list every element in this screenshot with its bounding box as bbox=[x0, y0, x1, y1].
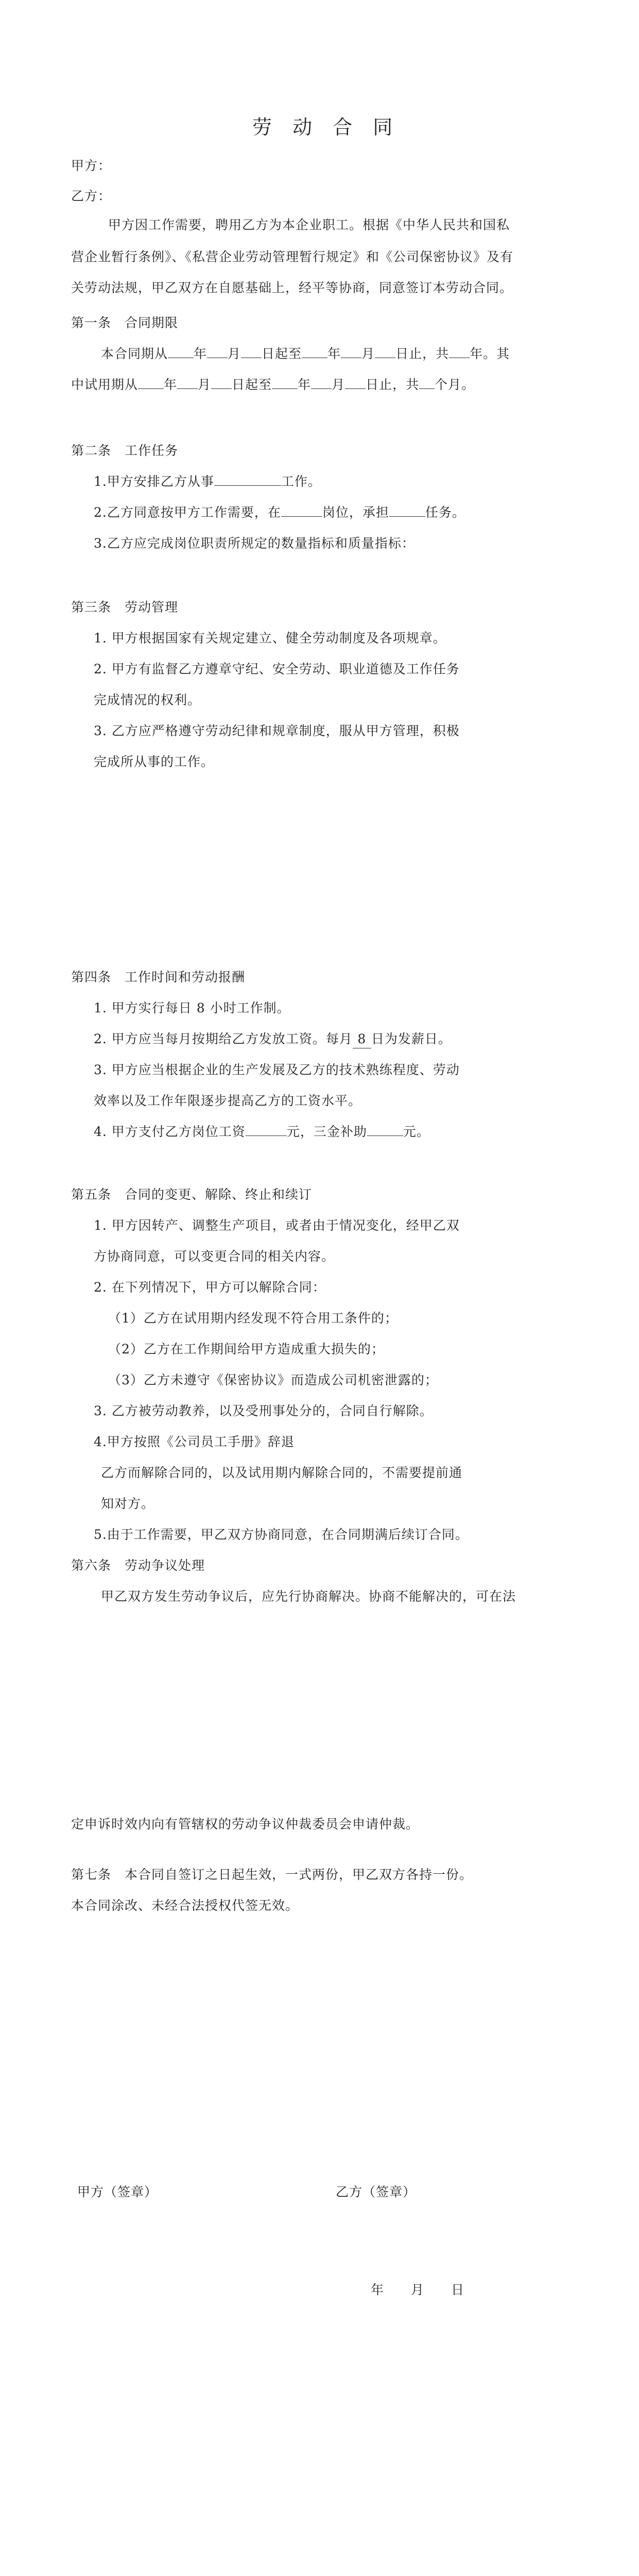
article-5-para: 乙方而解除合同的，以及试用期内解除合同的，不需要提前通 bbox=[101, 1465, 463, 1480]
article-6-line-1: 甲乙双方发生劳动争议后，应先行协商解决。协商不能解决的，可在法 bbox=[101, 1589, 516, 1604]
intro-line-3: 关劳动法规，甲乙双方在自愿基础上，经平等协商，同意签订本劳动合同。 bbox=[71, 280, 513, 295]
article-2-item-3: 3.乙方应完成岗位职责所规定的数量指标和质量指标： bbox=[94, 536, 415, 551]
article-1-line-2: 中试用期从 年 月 日起至 年 月 日止，共 个月。 bbox=[71, 377, 475, 392]
article-5-item-1-cont: 方协商同意，可以变更合同的相关内容。 bbox=[94, 1249, 335, 1264]
article-3-item-1: 1. 甲方根据国家有关规定建立、健全劳动制度及各项规章。 bbox=[94, 631, 446, 646]
signature-date: 年 月 日 bbox=[371, 2282, 465, 2297]
intro-line-2: 营企业暂行条例》、《私营企业劳动管理暂行规定》和《公司保密协议》及有 bbox=[71, 249, 514, 264]
article-2-item-1: 1.甲方安排乙方从事 工作。 bbox=[94, 474, 321, 489]
intro-line-1: 甲方因工作需要，聘用乙方为本企业职工。根据《中华人民共和国私 bbox=[108, 217, 510, 232]
article-5-sub-1: （1）乙方在试用期内经发现不符合用工条件的； bbox=[108, 1311, 398, 1326]
article-6-heading: 第六条 劳动争议处理 bbox=[71, 1558, 205, 1573]
article-5-item-3: 3. 乙方被劳动教养，以及受刑事处分的，合同自行解除。 bbox=[94, 1403, 433, 1418]
article-5-heading: 第五条 合同的变更、解除、终止和续订 bbox=[71, 1187, 313, 1202]
article-3-item-3: 3. 乙方应严格遵守劳动纪律和规章制度，服从甲方管理，积极 bbox=[94, 723, 460, 738]
party-a-signature: 甲方（签章） bbox=[77, 2184, 158, 2199]
article-3-item-2-cont: 完成情况的权利。 bbox=[94, 692, 201, 707]
article-6-line-2: 定申诉时效内向有管辖权的劳动争议仲裁委员会申请仲裁。 bbox=[71, 1817, 420, 1832]
article-3-heading: 第三条 劳动管理 bbox=[71, 600, 179, 615]
article-4-item-3-cont: 效率以及工作年限逐步提高乙方的工资水平。 bbox=[94, 1093, 362, 1108]
article-2-item-2: 2.乙方同意按甲方工作需要，在 岗位，承担 任务。 bbox=[94, 505, 465, 520]
party-b-signature: 乙方（签章） bbox=[336, 2184, 417, 2199]
article-4-item-4: 4. 甲方支付乙方岗位工资 元，三金补助 元。 bbox=[94, 1124, 430, 1139]
article-7-line-1: 第七条 本合同自签订之日起生效，一式两份，甲乙双方各持一份。 bbox=[71, 1867, 473, 1882]
article-5-sub-3: （3）乙方未遵守《保密协议》而造成公司机密泄露的； bbox=[108, 1372, 438, 1387]
article-5-item-1: 1. 甲方因转产、调整生产项目，或者由于情况变化，经甲乙双 bbox=[94, 1218, 460, 1233]
article-5-para-cont: 知对方。 bbox=[101, 1496, 155, 1511]
party-a-label: 甲方： bbox=[71, 158, 112, 173]
article-5-item-4: 4.甲方按照《公司员工手册》辞退 bbox=[94, 1434, 295, 1449]
article-1-line-1: 本合同期从 年 月 日起至 年 月 日止，共 年。其 bbox=[101, 346, 510, 361]
article-3-item-2: 2. 甲方有监督乙方遵章守纪、安全劳动、职业道德及工作任务 bbox=[94, 662, 460, 676]
article-4-item-2: 2. 甲方应当每月按期给乙方发放工资。每月 8 日为发薪日。 bbox=[94, 1030, 452, 1048]
party-b-label: 乙方： bbox=[71, 189, 112, 204]
article-5-item-2: 2. 在下列情况下，甲方可以解除合同： bbox=[94, 1280, 326, 1295]
article-4-heading: 第四条 工作时间和劳动报酬 bbox=[71, 970, 246, 985]
page-title: 劳 动 合 同 bbox=[252, 116, 400, 139]
article-4-item-1: 1. 甲方实行每日 8 小时工作制。 bbox=[94, 1001, 290, 1015]
article-1-heading: 第一条 合同期限 bbox=[71, 315, 179, 330]
article-5-item-5: 5.由于工作需要，甲乙双方协商同意，在合同期满后续订合同。 bbox=[94, 1527, 469, 1542]
article-7-line-2: 本合同涂改、未经合法授权代签无效。 bbox=[71, 1898, 299, 1913]
article-3-item-3-cont: 完成所从事的工作。 bbox=[94, 754, 215, 769]
article-4-item-3: 3. 甲方应当根据企业的生产发展及乙方的技术熟练程度、劳动 bbox=[94, 1062, 460, 1077]
article-2-heading: 第二条 工作任务 bbox=[71, 443, 179, 458]
article-5-sub-2: （2）乙方在工作期间给甲方造成重大损失的； bbox=[108, 1342, 385, 1357]
